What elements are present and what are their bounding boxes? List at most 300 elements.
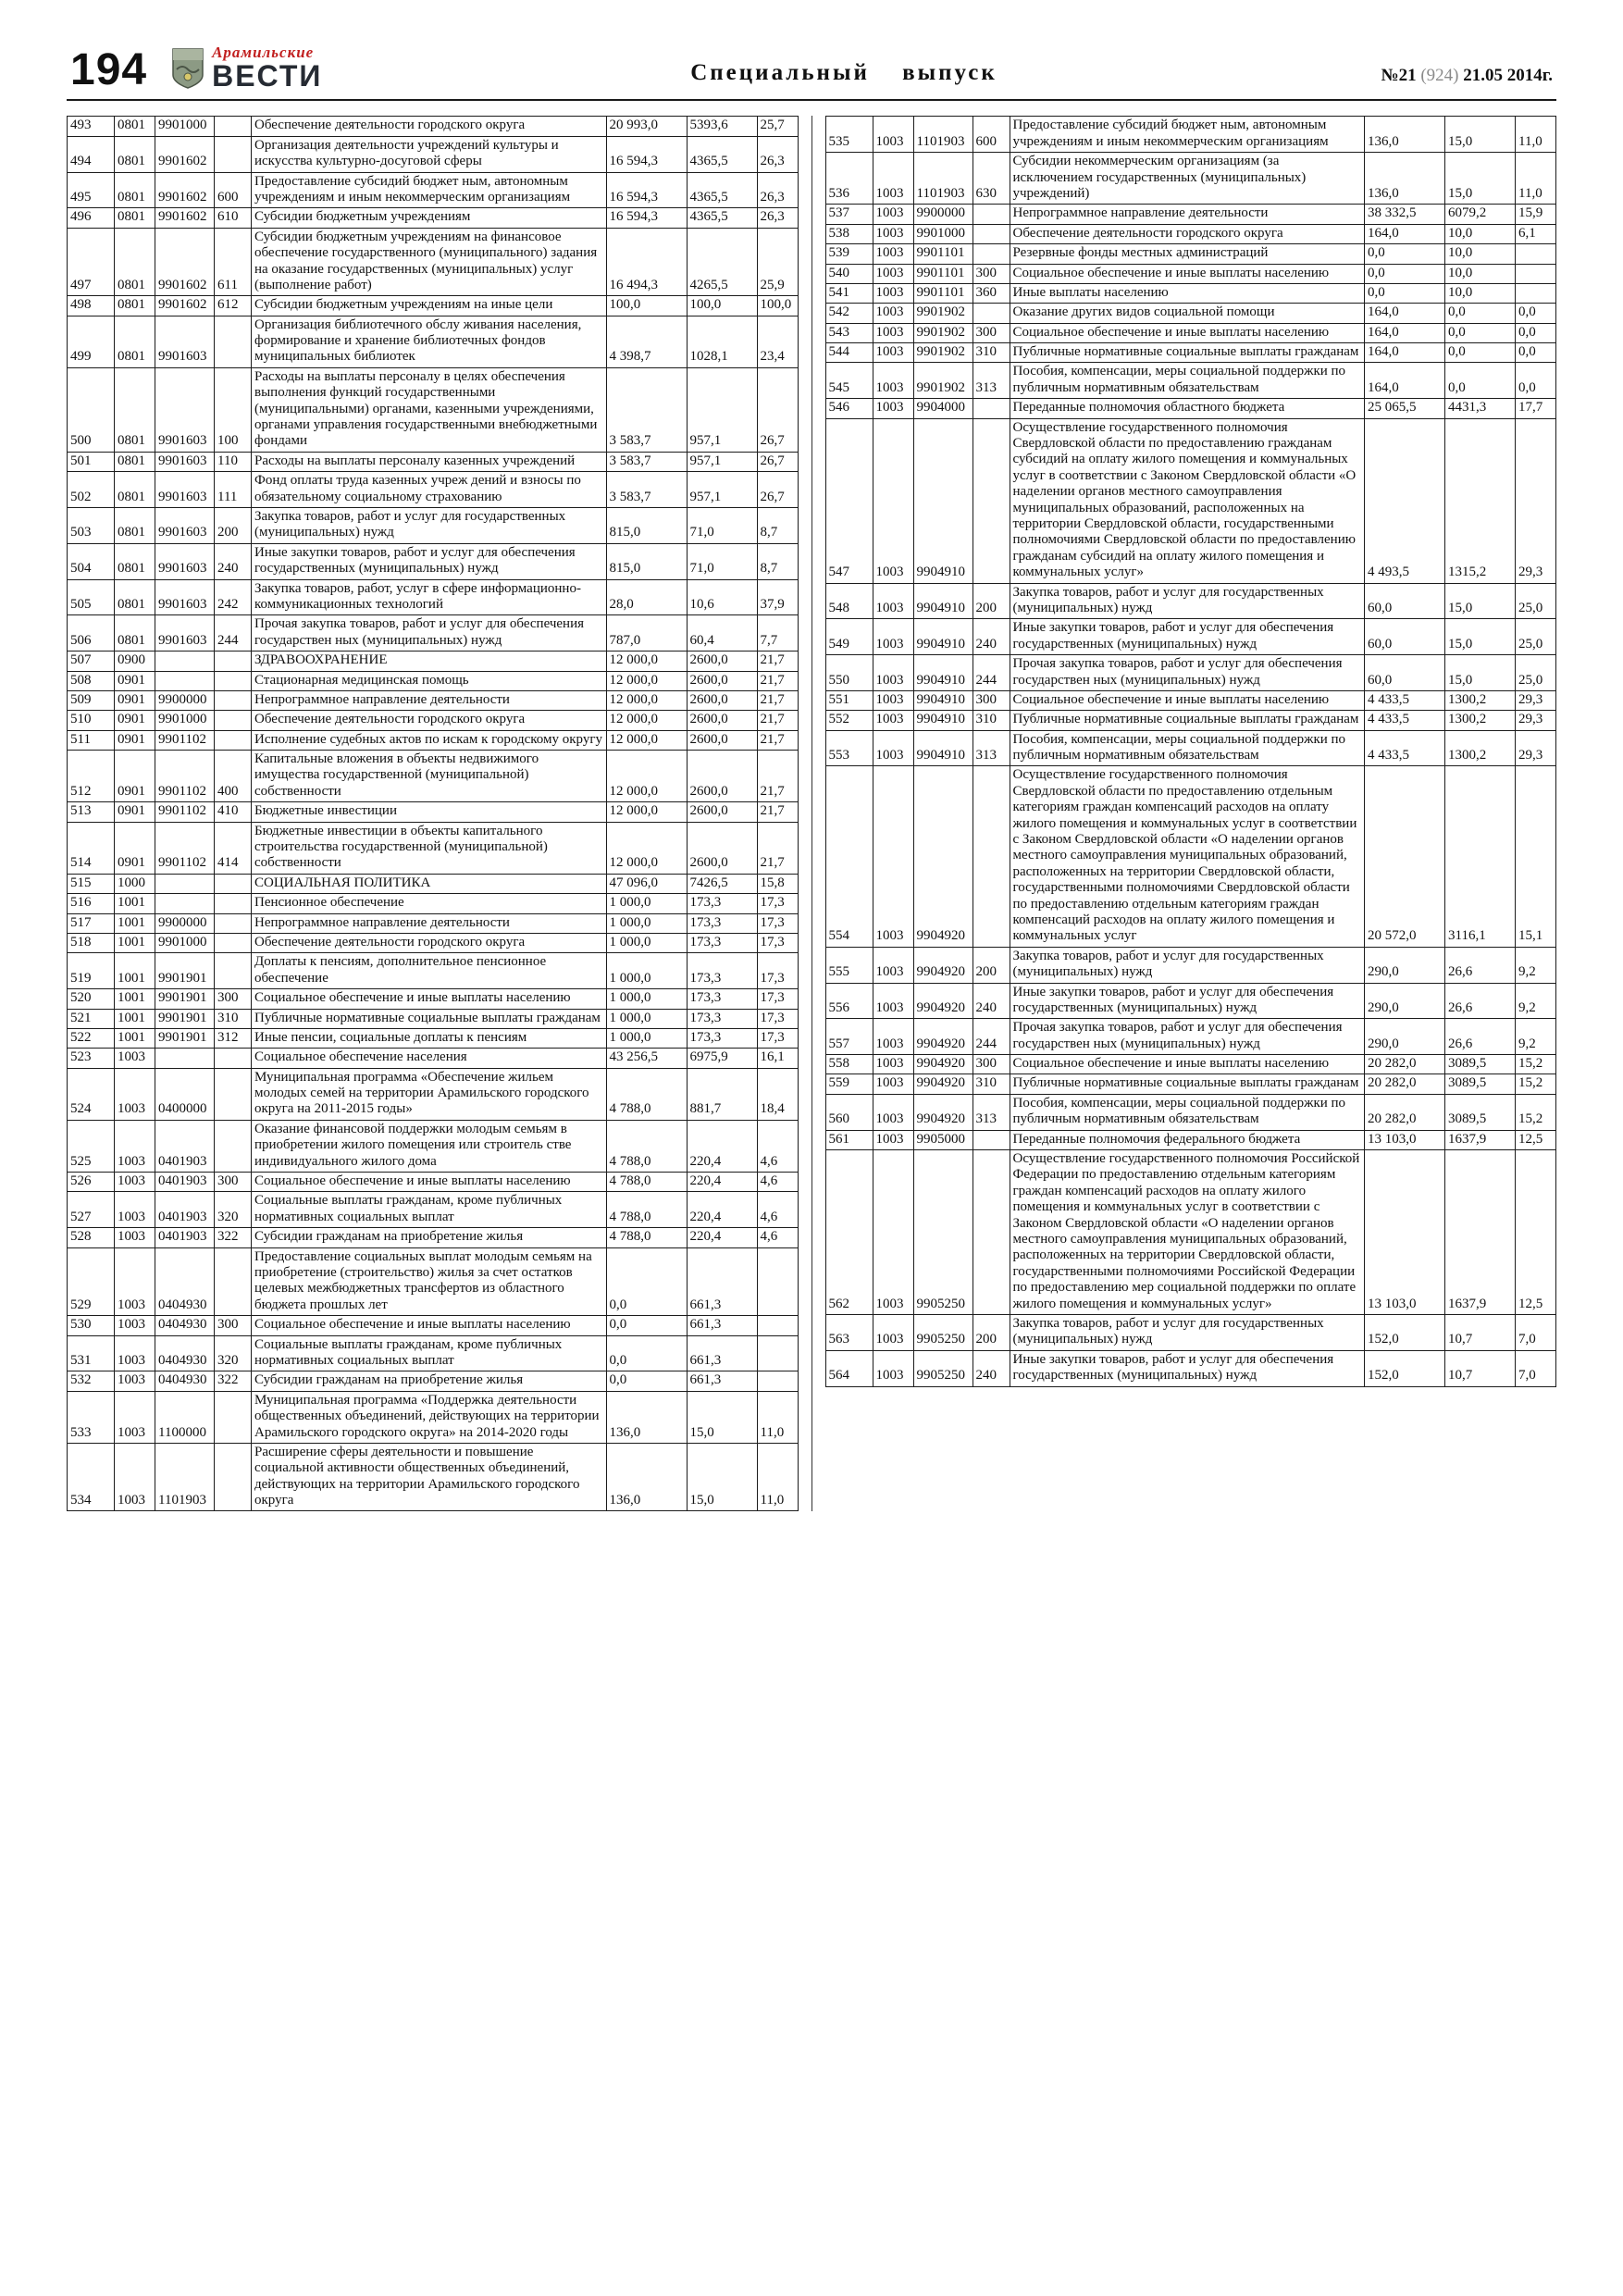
row-number-cell: 498 bbox=[68, 296, 115, 316]
section-code-cell: 1003 bbox=[873, 1019, 913, 1055]
row-number-cell: 552 bbox=[825, 711, 873, 730]
execution-percent-cell: 25,0 bbox=[1516, 619, 1556, 655]
executed-amount-cell: 26,6 bbox=[1445, 983, 1516, 1019]
table-row bbox=[825, 117, 1556, 153]
section-code-cell: 1003 bbox=[873, 343, 913, 363]
row-number-cell: 540 bbox=[825, 264, 873, 283]
row-number-cell: 551 bbox=[825, 690, 873, 710]
executed-amount-cell: 4265,5 bbox=[687, 228, 757, 296]
section-code-cell: 1003 bbox=[873, 323, 913, 342]
expense-name-cell: Переданные полномочия областного бюджета bbox=[1010, 399, 1365, 418]
approved-amount-cell: 12 000,0 bbox=[606, 751, 687, 802]
table-row bbox=[825, 583, 1556, 619]
row-number-cell: 500 bbox=[68, 367, 115, 452]
expense-type-cell bbox=[973, 1150, 1010, 1315]
approved-amount-cell: 4 788,0 bbox=[606, 1120, 687, 1172]
executed-amount-cell: 957,1 bbox=[687, 472, 757, 508]
expense-type-cell bbox=[215, 671, 252, 690]
expense-name-cell: Субсидии гражданам на приобретение жилья bbox=[252, 1228, 607, 1247]
expense-type-cell bbox=[973, 399, 1010, 418]
expense-type-cell: 630 bbox=[973, 153, 1010, 205]
approved-amount-cell: 38 332,5 bbox=[1365, 205, 1445, 224]
executed-amount-cell: 6079,2 bbox=[1445, 205, 1516, 224]
row-number-cell: 519 bbox=[68, 953, 115, 989]
table-row bbox=[825, 730, 1556, 766]
row-number-cell: 510 bbox=[68, 711, 115, 730]
row-number-cell: 547 bbox=[825, 418, 873, 583]
expense-type-cell bbox=[215, 1247, 252, 1316]
expense-type-cell: 310 bbox=[973, 711, 1010, 730]
table-row bbox=[825, 418, 1556, 583]
table-row bbox=[68, 1391, 799, 1443]
expense-name-cell: Социальное обеспечение и иные выплаты населению bbox=[252, 989, 607, 1009]
expense-type-cell: 610 bbox=[215, 208, 252, 228]
table-row bbox=[825, 323, 1556, 342]
table-row bbox=[68, 874, 799, 893]
table-row bbox=[68, 316, 799, 367]
executed-amount-cell: 1300,2 bbox=[1445, 730, 1516, 766]
expense-type-cell: 244 bbox=[973, 1019, 1010, 1055]
section-code-cell: 0801 bbox=[115, 579, 155, 615]
row-number-cell: 511 bbox=[68, 730, 115, 750]
logo-text bbox=[212, 43, 323, 93]
table-row bbox=[68, 543, 799, 579]
row-number-cell: 523 bbox=[68, 1049, 115, 1068]
expense-type-cell bbox=[215, 136, 252, 172]
table-row bbox=[825, 283, 1556, 303]
row-number-cell: 497 bbox=[68, 228, 115, 296]
execution-percent-cell: 7,0 bbox=[1516, 1314, 1556, 1350]
target-article-cell: 9901602 bbox=[155, 172, 215, 208]
expense-name-cell: ЗДРАВООХРАНЕНИЕ bbox=[252, 652, 607, 671]
row-number-cell: 560 bbox=[825, 1094, 873, 1130]
expense-name-cell: Фонд оплаты труда казенных учреж дений и взносы по обязательному социальному страхованию bbox=[252, 472, 607, 508]
target-article-cell: 9904920 bbox=[913, 766, 973, 947]
row-number-cell: 556 bbox=[825, 983, 873, 1019]
target-article-cell: 9904910 bbox=[913, 583, 973, 619]
section-code-cell: 1003 bbox=[115, 1247, 155, 1316]
executed-amount-cell: 2600,0 bbox=[687, 751, 757, 802]
row-number-cell: 537 bbox=[825, 205, 873, 224]
execution-percent-cell: 21,7 bbox=[757, 802, 798, 822]
execution-percent-cell: 17,3 bbox=[757, 894, 798, 913]
section-code-cell: 1003 bbox=[873, 363, 913, 399]
section-code-cell: 1003 bbox=[115, 1228, 155, 1247]
table-row bbox=[825, 983, 1556, 1019]
section-code-cell: 1003 bbox=[115, 1316, 155, 1335]
table-row bbox=[68, 913, 799, 933]
execution-percent-cell: 25,0 bbox=[1516, 583, 1556, 619]
expense-name-cell: Субсидии бюджетным учреждениям на финансовое обеспечение государственного (муниципального) задания на оказание государственных (муниципальных) услуг (выполнение работ) bbox=[252, 228, 607, 296]
row-number-cell: 504 bbox=[68, 543, 115, 579]
approved-amount-cell: 4 433,5 bbox=[1365, 690, 1445, 710]
row-number-cell: 528 bbox=[68, 1228, 115, 1247]
expense-name-cell: Иные закупки товаров, работ и услуг для обеспечения государственных (муниципальных) нужд bbox=[252, 543, 607, 579]
execution-percent-cell: 7,0 bbox=[1516, 1350, 1556, 1386]
executed-amount-cell: 661,3 bbox=[687, 1247, 757, 1316]
row-number-cell: 512 bbox=[68, 751, 115, 802]
expense-name-cell: Расходы на выплаты персоналу казенных учреждений bbox=[252, 452, 607, 471]
section-code-cell: 0901 bbox=[115, 671, 155, 690]
target-article-cell: 9904920 bbox=[913, 1094, 973, 1130]
row-number-cell: 502 bbox=[68, 472, 115, 508]
execution-percent-cell: 17,3 bbox=[757, 989, 798, 1009]
row-number-cell: 541 bbox=[825, 283, 873, 303]
section-code-cell: 1003 bbox=[115, 1335, 155, 1371]
section-code-cell: 1003 bbox=[873, 205, 913, 224]
table-row bbox=[68, 1120, 799, 1172]
table-row bbox=[825, 1055, 1556, 1074]
section-code-cell: 0801 bbox=[115, 172, 155, 208]
table-row bbox=[68, 933, 799, 952]
executed-amount-cell: 10,0 bbox=[1445, 283, 1516, 303]
execution-percent-cell: 11,0 bbox=[1516, 117, 1556, 153]
expense-name-cell: Стационарная медицинская помощь bbox=[252, 671, 607, 690]
execution-percent-cell bbox=[757, 1335, 798, 1371]
target-article-cell: 0404930 bbox=[155, 1371, 215, 1391]
target-article-cell: 9904910 bbox=[913, 619, 973, 655]
row-number-cell: 518 bbox=[68, 933, 115, 952]
expense-name-cell: Социальное обеспечение и иные выплаты населению bbox=[252, 1173, 607, 1192]
execution-percent-cell bbox=[757, 1247, 798, 1316]
executed-amount-cell: 3089,5 bbox=[1445, 1055, 1516, 1074]
expense-type-cell: 310 bbox=[973, 343, 1010, 363]
execution-percent-cell: 4,6 bbox=[757, 1173, 798, 1192]
section-code-cell: 1001 bbox=[115, 894, 155, 913]
row-number-cell: 557 bbox=[825, 1019, 873, 1055]
table-row bbox=[68, 1228, 799, 1247]
execution-percent-cell: 29,3 bbox=[1516, 690, 1556, 710]
execution-percent-cell: 29,3 bbox=[1516, 418, 1556, 583]
target-article-cell: 0400000 bbox=[155, 1068, 215, 1120]
target-article-cell bbox=[155, 671, 215, 690]
section-code-cell: 1003 bbox=[115, 1120, 155, 1172]
row-number-cell: 494 bbox=[68, 136, 115, 172]
executed-amount-cell: 2600,0 bbox=[687, 652, 757, 671]
target-article-cell: 9904910 bbox=[913, 711, 973, 730]
target-article-cell: 9901101 bbox=[913, 283, 973, 303]
target-article-cell: 9901102 bbox=[155, 751, 215, 802]
issue-number: №21 bbox=[1381, 66, 1417, 86]
execution-percent-cell: 6,1 bbox=[1516, 224, 1556, 243]
table-row bbox=[68, 579, 799, 615]
section-code-cell: 1003 bbox=[873, 283, 913, 303]
section-code-cell: 1003 bbox=[873, 711, 913, 730]
expense-type-cell: 110 bbox=[215, 452, 252, 471]
issue-title: Специальный выпуск bbox=[690, 60, 997, 86]
section-code-cell: 1003 bbox=[115, 1173, 155, 1192]
executed-amount-cell: 1028,1 bbox=[687, 316, 757, 367]
execution-percent-cell: 17,3 bbox=[757, 953, 798, 989]
target-article-cell: 1101903 bbox=[913, 153, 973, 205]
expense-name-cell: Социальные выплаты гражданам, кроме публичных нормативных социальных выплат bbox=[252, 1192, 607, 1228]
row-number-cell: 496 bbox=[68, 208, 115, 228]
executed-amount-cell: 220,4 bbox=[687, 1192, 757, 1228]
expense-name-cell: Публичные нормативные социальные выплаты гражданам bbox=[252, 1009, 607, 1028]
execution-percent-cell: 8,7 bbox=[757, 543, 798, 579]
executed-amount-cell: 2600,0 bbox=[687, 671, 757, 690]
approved-amount-cell: 25 065,5 bbox=[1365, 399, 1445, 418]
target-article-cell: 9901603 bbox=[155, 316, 215, 367]
section-code-cell: 0901 bbox=[115, 802, 155, 822]
issue-date: 21.05 2014г. bbox=[1463, 66, 1553, 86]
expense-type-cell: 322 bbox=[215, 1228, 252, 1247]
target-article-cell: 9904920 bbox=[913, 947, 973, 983]
target-article-cell: 9901603 bbox=[155, 472, 215, 508]
section-code-cell: 0801 bbox=[115, 507, 155, 543]
expense-name-cell: Социальное обеспечение и иные выплаты населению bbox=[1010, 264, 1365, 283]
execution-percent-cell: 16,1 bbox=[757, 1049, 798, 1068]
execution-percent-cell: 9,2 bbox=[1516, 947, 1556, 983]
section-code-cell: 0801 bbox=[115, 296, 155, 316]
target-article-cell: 9900000 bbox=[155, 913, 215, 933]
execution-percent-cell: 8,7 bbox=[757, 507, 798, 543]
expense-type-cell: 320 bbox=[215, 1335, 252, 1371]
masthead bbox=[67, 44, 1556, 101]
table-row bbox=[68, 136, 799, 172]
table-row bbox=[68, 1316, 799, 1335]
approved-amount-cell: 12 000,0 bbox=[606, 652, 687, 671]
executed-amount-cell: 220,4 bbox=[687, 1120, 757, 1172]
table-row bbox=[825, 1150, 1556, 1315]
executed-amount-cell: 26,6 bbox=[1445, 1019, 1516, 1055]
approved-amount-cell: 4 433,5 bbox=[1365, 730, 1445, 766]
executed-amount-cell: 10,6 bbox=[687, 579, 757, 615]
target-article-cell: 9904910 bbox=[913, 730, 973, 766]
approved-amount-cell: 1 000,0 bbox=[606, 1028, 687, 1048]
execution-percent-cell: 15,9 bbox=[1516, 205, 1556, 224]
approved-amount-cell: 3 583,7 bbox=[606, 367, 687, 452]
approved-amount-cell: 3 583,7 bbox=[606, 452, 687, 471]
expense-name-cell: Социальное обеспечение и иные выплаты населению bbox=[1010, 323, 1365, 342]
expense-type-cell: 313 bbox=[973, 730, 1010, 766]
expense-name-cell: Иные закупки товаров, работ и услуг для обеспечения государственных (муниципальных) нужд bbox=[1010, 983, 1365, 1019]
section-code-cell: 1003 bbox=[873, 1055, 913, 1074]
target-article-cell: 0404930 bbox=[155, 1247, 215, 1316]
section-code-cell: 1001 bbox=[115, 953, 155, 989]
expense-type-cell bbox=[215, 1068, 252, 1120]
approved-amount-cell: 164,0 bbox=[1365, 304, 1445, 323]
section-code-cell: 1003 bbox=[873, 244, 913, 264]
row-number-cell: 521 bbox=[68, 1009, 115, 1028]
row-number-cell: 527 bbox=[68, 1192, 115, 1228]
row-number-cell: 558 bbox=[825, 1055, 873, 1074]
table-row bbox=[68, 690, 799, 710]
target-article-cell: 9904920 bbox=[913, 1019, 973, 1055]
expense-type-cell bbox=[973, 766, 1010, 947]
approved-amount-cell: 12 000,0 bbox=[606, 822, 687, 874]
table-row bbox=[825, 766, 1556, 947]
expense-type-cell bbox=[973, 244, 1010, 264]
left-column bbox=[67, 116, 799, 1511]
expense-type-cell: 300 bbox=[215, 1173, 252, 1192]
section-code-cell: 1003 bbox=[873, 117, 913, 153]
row-number-cell: 505 bbox=[68, 579, 115, 615]
expense-name-cell: Организация деятельности учреждений культуры и искусства культурно-досуговой сферы bbox=[252, 136, 607, 172]
table-row bbox=[68, 989, 799, 1009]
execution-percent-cell bbox=[1516, 283, 1556, 303]
expense-name-cell: СОЦИАЛЬНАЯ ПОЛИТИКА bbox=[252, 874, 607, 893]
expense-name-cell: Предоставление субсидий бюджет ным, автономным учреждениям и иным некоммерческим организациям bbox=[252, 172, 607, 208]
section-code-cell: 1003 bbox=[873, 655, 913, 691]
row-number-cell: 524 bbox=[68, 1068, 115, 1120]
approved-amount-cell: 290,0 bbox=[1365, 983, 1445, 1019]
approved-amount-cell: 20 282,0 bbox=[1365, 1055, 1445, 1074]
logo-name-label: ВЕСТИ bbox=[212, 59, 323, 93]
executed-amount-cell: 957,1 bbox=[687, 452, 757, 471]
table-row bbox=[68, 1192, 799, 1228]
approved-amount-cell: 136,0 bbox=[1365, 153, 1445, 205]
row-number-cell: 530 bbox=[68, 1316, 115, 1335]
row-number-cell: 513 bbox=[68, 802, 115, 822]
target-article-cell: 0404930 bbox=[155, 1316, 215, 1335]
expense-name-cell: Непрограммное направление деятельности bbox=[1010, 205, 1365, 224]
target-article-cell: 9901101 bbox=[913, 244, 973, 264]
expense-name-cell: Капитальные вложения в объекты недвижимого имущества государственной (муниципальной) собственности bbox=[252, 751, 607, 802]
expense-type-cell: 244 bbox=[215, 615, 252, 652]
executed-amount-cell: 60,4 bbox=[687, 615, 757, 652]
expense-name-cell: Обеспечение деятельности городского округа bbox=[1010, 224, 1365, 243]
page-number: 194 bbox=[70, 45, 148, 95]
expense-type-cell: 200 bbox=[973, 947, 1010, 983]
executed-amount-cell: 173,3 bbox=[687, 953, 757, 989]
executed-amount-cell: 3116,1 bbox=[1445, 766, 1516, 947]
execution-percent-cell: 4,6 bbox=[757, 1192, 798, 1228]
expense-type-cell bbox=[215, 913, 252, 933]
section-code-cell: 0801 bbox=[115, 316, 155, 367]
executed-amount-cell: 2600,0 bbox=[687, 690, 757, 710]
expense-name-cell: Осуществление государственного полномочия Свердловской области по предоставлению отдельным категориям граждан компенсаций расходов на оплату жилого помещения и коммунальных услуг в соответствии с Законом Свердловской области «О наделении органов местного самоуправления муниципальных образований, расположенных на территории Свердловской области, государственными полномочиями Свердловской области по предоставлению отдельным категориям граждан компенсаций расходов на оплату жилого помещения и коммунальных услуг bbox=[1010, 766, 1365, 947]
executed-amount-cell: 1300,2 bbox=[1445, 711, 1516, 730]
approved-amount-cell: 4 788,0 bbox=[606, 1228, 687, 1247]
expense-name-cell: Закупка товаров, работ и услуг для государственных (муниципальных) нужд bbox=[1010, 1314, 1365, 1350]
executed-amount-cell: 220,4 bbox=[687, 1173, 757, 1192]
expense-name-cell: Закупка товаров, работ и услуг для государственных (муниципальных) нужд bbox=[1010, 947, 1365, 983]
expense-type-cell bbox=[973, 224, 1010, 243]
target-article-cell: 9901602 bbox=[155, 228, 215, 296]
section-code-cell: 1003 bbox=[873, 730, 913, 766]
expense-name-cell: Субсидии бюджетным учреждениям на иные цели bbox=[252, 296, 607, 316]
expense-type-cell bbox=[215, 894, 252, 913]
execution-percent-cell: 0,0 bbox=[1516, 363, 1556, 399]
section-code-cell: 0801 bbox=[115, 452, 155, 471]
execution-percent-cell: 26,3 bbox=[757, 208, 798, 228]
execution-percent-cell: 15,2 bbox=[1516, 1074, 1556, 1094]
executed-amount-cell: 3089,5 bbox=[1445, 1094, 1516, 1130]
expense-type-cell bbox=[973, 304, 1010, 323]
section-code-cell: 0901 bbox=[115, 730, 155, 750]
target-article-cell: 9901102 bbox=[155, 730, 215, 750]
table-row bbox=[68, 1247, 799, 1316]
section-code-cell: 1003 bbox=[873, 766, 913, 947]
table-row bbox=[68, 228, 799, 296]
executed-amount-cell: 661,3 bbox=[687, 1371, 757, 1391]
execution-percent-cell bbox=[757, 1371, 798, 1391]
budget-table-left bbox=[67, 116, 799, 1511]
expense-name-cell: Расширение сферы деятельности и повышение социальной активности общественных объединений, действующих на территории Арамильского городского округа bbox=[252, 1443, 607, 1511]
expense-type-cell: 300 bbox=[215, 989, 252, 1009]
table-row bbox=[825, 343, 1556, 363]
table-row bbox=[825, 205, 1556, 224]
approved-amount-cell: 0,0 bbox=[606, 1316, 687, 1335]
section-code-cell: 1003 bbox=[873, 264, 913, 283]
table-row bbox=[68, 507, 799, 543]
row-number-cell: 544 bbox=[825, 343, 873, 363]
section-code-cell: 1003 bbox=[873, 304, 913, 323]
execution-percent-cell: 4,6 bbox=[757, 1120, 798, 1172]
target-article-cell: 9901000 bbox=[155, 117, 215, 136]
target-article-cell: 9901603 bbox=[155, 543, 215, 579]
target-article-cell: 9901603 bbox=[155, 615, 215, 652]
execution-percent-cell: 17,3 bbox=[757, 1009, 798, 1028]
expense-type-cell: 360 bbox=[973, 283, 1010, 303]
section-code-cell: 1003 bbox=[873, 983, 913, 1019]
approved-amount-cell: 20 282,0 bbox=[1365, 1074, 1445, 1094]
expense-name-cell: Прочая закупка товаров, работ и услуг для обеспечения государствен ных (муниципальных) нужд bbox=[1010, 1019, 1365, 1055]
row-number-cell: 538 bbox=[825, 224, 873, 243]
table-row bbox=[825, 1314, 1556, 1350]
row-number-cell: 520 bbox=[68, 989, 115, 1009]
target-article-cell: 9901102 bbox=[155, 822, 215, 874]
table-row bbox=[68, 1068, 799, 1120]
section-code-cell: 0801 bbox=[115, 228, 155, 296]
target-article-cell: 9905250 bbox=[913, 1150, 973, 1315]
target-article-cell: 9904910 bbox=[913, 418, 973, 583]
section-code-cell: 1003 bbox=[873, 153, 913, 205]
target-article-cell: 9904920 bbox=[913, 1055, 973, 1074]
approved-amount-cell: 815,0 bbox=[606, 507, 687, 543]
expense-type-cell bbox=[215, 874, 252, 893]
expense-name-cell: Муниципальная программа «Обеспечение жильем молодых семей на территории Арамильского городского округа на 2011-2015 годы» bbox=[252, 1068, 607, 1120]
approved-amount-cell: 16 594,3 bbox=[606, 208, 687, 228]
approved-amount-cell: 12 000,0 bbox=[606, 802, 687, 822]
expense-type-cell: 310 bbox=[215, 1009, 252, 1028]
executed-amount-cell: 173,3 bbox=[687, 1009, 757, 1028]
table-row bbox=[68, 615, 799, 652]
section-code-cell: 1001 bbox=[115, 1009, 155, 1028]
execution-percent-cell: 15,8 bbox=[757, 874, 798, 893]
row-number-cell: 495 bbox=[68, 172, 115, 208]
executed-amount-cell: 173,3 bbox=[687, 894, 757, 913]
execution-percent-cell: 0,0 bbox=[1516, 343, 1556, 363]
approved-amount-cell: 13 103,0 bbox=[1365, 1130, 1445, 1149]
approved-amount-cell: 60,0 bbox=[1365, 619, 1445, 655]
table-row bbox=[68, 1049, 799, 1068]
row-number-cell: 517 bbox=[68, 913, 115, 933]
expense-name-cell: Предоставление социальных выплат молодым семьям на приобретение (строительство) жилья за счет остатков целевых межбюджетных трансфертов из областного бюджета прошлых лет bbox=[252, 1247, 607, 1316]
table-row bbox=[825, 711, 1556, 730]
expense-type-cell: 300 bbox=[973, 323, 1010, 342]
expense-name-cell: Резервные фонды местных администраций bbox=[1010, 244, 1365, 264]
table-row bbox=[68, 730, 799, 750]
execution-percent-cell: 21,7 bbox=[757, 822, 798, 874]
executed-amount-cell: 0,0 bbox=[1445, 363, 1516, 399]
executed-amount-cell: 15,0 bbox=[1445, 117, 1516, 153]
executed-amount-cell: 220,4 bbox=[687, 1228, 757, 1247]
executed-amount-cell: 2600,0 bbox=[687, 711, 757, 730]
budget-table-right bbox=[825, 116, 1557, 1386]
expense-name-cell: Пенсионное обеспечение bbox=[252, 894, 607, 913]
table-row bbox=[68, 894, 799, 913]
row-number-cell: 515 bbox=[68, 874, 115, 893]
execution-percent-cell: 29,3 bbox=[1516, 711, 1556, 730]
approved-amount-cell: 152,0 bbox=[1365, 1350, 1445, 1386]
section-code-cell: 1003 bbox=[873, 224, 913, 243]
expense-name-cell: Пособия, компенсации, меры социальной поддержки по публичным нормативным обязательствам bbox=[1010, 730, 1365, 766]
approved-amount-cell: 0,0 bbox=[1365, 264, 1445, 283]
table-row bbox=[68, 751, 799, 802]
section-code-cell: 1003 bbox=[873, 1150, 913, 1315]
